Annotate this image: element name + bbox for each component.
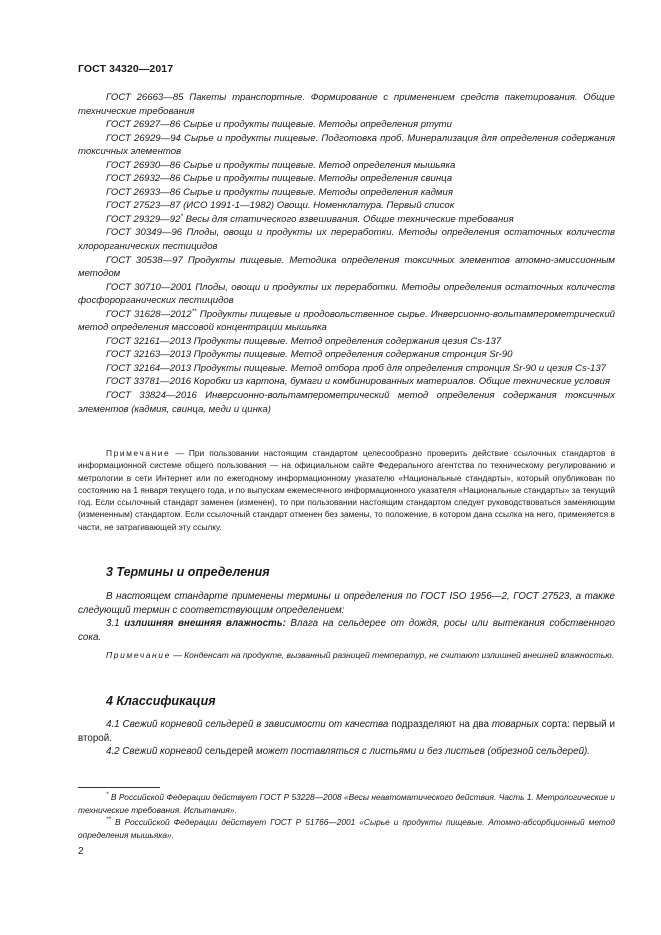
reference-item: ГОСТ 30710—2001 Плоды, овощи и продукты их переработки. Методы определения остаточных количеств фосфорорганических пестицидов: [78, 281, 615, 307]
term-name: излишняя внешняя влажность:: [124, 618, 286, 630]
normative-references-list: [78, 91, 615, 416]
footnote-item: [78, 791, 615, 816]
reference-item: ГОСТ 30538—97 Продукты пищевые. Методика определения токсичных элементов атомно-эмиссионным методом: [78, 254, 615, 280]
reference-item: ГОСТ 26933—86 Сырье и продукты пищевые. Методы определения кадмия: [106, 186, 453, 198]
footnote-marker: *: [180, 212, 183, 220]
note-text: — Конденсат на продукте, вызванный разницей температур, не считают излишней внешней влажностью.: [170, 650, 614, 660]
note-text: — При пользовании настоящим стандартом целесообразно проверить действие ссылочных стандартов в информационной системе общего пользования — на официальном сайте Федерального агентства по техническому регулированию и метрологии в сети Интернет или по ежегодному информационному указателю «Национальные стандарты», который опубликован по состоянию на 1 января текущего года, и по выпускам ежемесячного информационного указателя «Национальные стандарты» за текущий год. Если ссылочный стандарт заменен (изменен), то при пользовании настоящим стандартом следует руководствоваться заменяющим (измененным) стандартом. Если ссылочный стандарт отменен без замены, то положение, в котором дана ссылка на него, применяется в части, не затрагивающей эту ссылку.: [78, 448, 615, 532]
note-label: Примечание: [106, 650, 171, 660]
footnote-marker: **: [106, 816, 112, 824]
reference-item: ГОСТ 26930—86 Сырье и продукты пищевые. Метод определения мышьяка: [106, 159, 456, 171]
footnote-marker: **: [191, 307, 197, 315]
page-number: 2: [78, 846, 84, 857]
term-definition: [78, 617, 615, 644]
reference-item: ГОСТ 33824—2016 Инверсионно-вольтамперометрический метод определения содержания токсичных элементов (кадмия, свинца, меди и цинка): [78, 390, 615, 415]
reference-item: ГОСТ 26663—85 Пакеты транспортные. Формирование с применением средств пакетирования. Общие технические требования: [78, 92, 615, 117]
section-3-note: [78, 649, 615, 662]
note-label: Примечание: [106, 448, 171, 458]
reference-title: Весы для статического взвешивания. Общие технические требования: [182, 213, 514, 225]
reference-item: ГОСТ 33781—2016 Коробки из картона, бумаги и комбинированных материалов. Общие технические условия: [106, 376, 611, 388]
reference-item: [78, 308, 615, 335]
reference-code: ГОСТ 29329—92: [106, 213, 181, 225]
reference-item: ГОСТ 26927—86 Сырье и продукты пищевые. Методы определения ртути: [106, 119, 452, 131]
footnote-item: [78, 816, 615, 841]
term-definition-text: Влага на сельдерее от дождя, росы или вытекания собственного сока.: [78, 618, 616, 643]
reference-item: ГОСТ 30349—96 Плоды, овощи и продукты их переработки. Методы определения остаточных количеств хлорорганических пестицидов: [78, 227, 615, 253]
section-4-body: [78, 718, 615, 759]
section-3-body: [78, 590, 615, 644]
footnote-text: В Российской Федерации действует ГОСТ Р 53228—2008 «Весы неавтоматического действия. Часть 1. Метрологические и технические требования. Испытания».: [78, 792, 615, 815]
reference-item: [78, 213, 615, 227]
reference-item: ГОСТ 32161—2013 Продукты пищевые. Метод определения содержания цезия Cs-137: [106, 335, 502, 347]
reference-title: Продукты пищевые и продовольственное сырье. Инверсионно-вольтамперометрический метод определения массовой концентрации мышьяка: [78, 308, 615, 334]
document-code-header: ГОСТ 34320—2017: [78, 63, 174, 75]
reference-item: ГОСТ 32163—2013 Продукты пищевые. Метод определения содержания стронция Sr-90: [106, 349, 513, 361]
reference-code: ГОСТ 31628—2012: [106, 308, 192, 320]
reference-item: ГОСТ 26932—86 Сырье и продукты пищевые. Методы определения свинца: [106, 173, 453, 185]
clause-4-1: 4.1 Свежий корневой сельдерей в зависимости от качества подразделяют на два товарных сорта: первый и второй.: [78, 719, 615, 744]
section-4-heading: 4 Классификация: [106, 694, 216, 708]
references-note: [78, 447, 615, 533]
footnote-text: В Российской Федерации действует ГОСТ Р 51766—2001 «Сырье и продукты пищевые. Атомно-абсорбционный метод определения мышьяка».: [78, 817, 615, 840]
footnote-divider: [78, 787, 160, 788]
reference-item: ГОСТ 27523—87 (ИСО 1991-1—1982) Овощи. Номенклатура. Первый список: [106, 200, 455, 212]
section-3-heading: 3 Термины и определения: [106, 565, 270, 579]
section-3-intro: В настоящем стандарте применены термины и определения по ГОСТ ISO 1956—2, ГОСТ 27523, а также следующий термин с соответствующим определением:: [78, 591, 615, 616]
term-number: 3.1: [106, 618, 125, 630]
footnote-marker: *: [106, 791, 109, 799]
reference-item: ГОСТ 26929—94 Сырье и продукты пищевые. Подготовка проб. Минерализация для определения содержания токсичных элементов: [78, 132, 615, 158]
clause-4-2: 4.2 Свежий корневой сельдерей может поставляться с листьями и без листьев (обрезной сельдерей).: [106, 746, 591, 758]
footnotes: [78, 791, 615, 841]
reference-item: ГОСТ 32164—2013 Продукты пищевые. Метод отбора проб для определения стронция Sr-90 и цезия Cs-137: [106, 362, 606, 374]
